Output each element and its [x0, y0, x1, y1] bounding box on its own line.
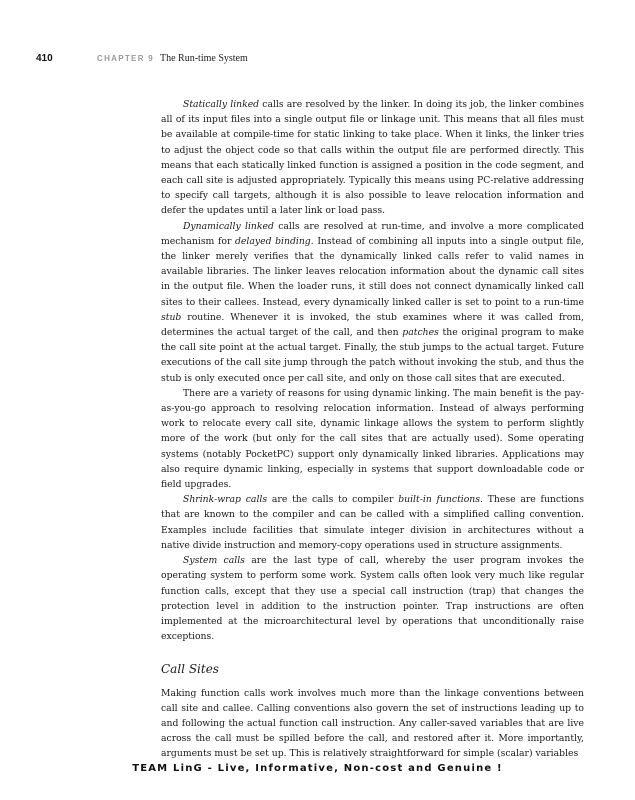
term-shrink-wrap-calls: Shrink-wrap calls — [183, 494, 268, 506]
paragraph-text: calls are resolved by the linker. In doing its job, the linker combines all of its input files into a single output file or linkage unit. This means that all files must be available at compile-time for static linking to take place. When it links, the linker tries to adjust the object code so that calls within the output file are performed directly. This means that each statically linked function is assigned a position in the code segment, and each call site is adjusted appropriately. Typically this means using PC-relative addressing to specify call targets, although it is also possible to leave relocation information and defer the updates until a later link or load pass. — [161, 99, 584, 217]
paragraph-text: Instead of combining all inputs into a single output file, the linker merely verifies that the dynamically linked calls refer to valid names in available libraries. The linker leaves relocation information about the dynamic call sites in the output file. When the loader runs, it still does not connect dynamically linked call sites to their callees. Instead, every dynamically linked caller is set to point to a run-time — [161, 235, 584, 308]
running-header — [36, 53, 596, 67]
paragraph-dynamic-linking — [161, 219, 584, 386]
section-heading: Call Sites — [161, 662, 219, 677]
paragraph-text: are the calls to compiler — [267, 494, 399, 506]
paragraph-system-calls — [161, 553, 584, 644]
paragraph-text: routine. Whenever it is invoked, the stub examines where it was called from, determines the actual target of the call, and then — [161, 311, 584, 339]
paragraph-shrink-wrap — [161, 492, 584, 553]
footer-watermark: TEAM LinG - Live, Informative, Non-cost and Genuine ! — [132, 763, 503, 774]
paragraph-static-linking — [161, 97, 584, 219]
term-stub: stub — [161, 311, 182, 323]
page-number: 410 — [36, 53, 53, 64]
term-built-in-functions: built-in functions. — [398, 494, 483, 506]
paragraph-dynamic-reasons: There are a variety of reasons for using dynamic linking. The main benefit is the pay-as-you-go approach to resolving relocation information. Instead of always performing work to relocate every call site, dynamic linkage allows the system to perform slightly more of the work (but only for the call sites that are actually used). Some operating systems (notably PocketPC) support only dynamically linked libraries. Applications may also require dynamic linking, especially in systems that support downloadable code or field upgrades. — [161, 387, 584, 491]
paragraph-text: the original program to make the call site point at the actual target. Finally, the stub jumps to the actual target. Future executions of the call site jump through the patch without invoking the stub, and thus the stub is only executed once per call site, and only on those call sites that are executed. — [161, 327, 584, 384]
term-statically-linked: Statically linked — [183, 99, 260, 110]
paragraph-text: calls are resolved at run-time, and involve a more complicated mechanism for — [161, 220, 584, 247]
term-dynamically-linked: Dynamically linked — [183, 220, 274, 232]
paragraph-text: These are functions that are known to the compiler and can be called with a simplified calling convention. Examples include facilities that simulate integer division in architectures without a native divide instruction and memory-copy operations used in structure assignments. — [161, 494, 584, 551]
paragraph-text: are the last type of call, whereby the user program invokes the operating system to perform some work. System calls often look very much like regular function calls, except that they use a special call instruction (trap) that changes the protection level in addition to the instruction pointer. Trap instructions are often implemented at the microarchitectural level by operations that unconditionally raise exceptions. — [161, 555, 585, 643]
body-text — [161, 97, 584, 762]
chapter-label: CHAPTER 9 — [97, 54, 155, 63]
term-patches: patches — [402, 327, 439, 339]
term-delayed-binding: delayed binding. — [235, 235, 314, 247]
term-system-calls: System calls — [183, 555, 245, 567]
chapter-title: The Run-time System — [160, 53, 248, 64]
paragraph-call-sites: Making function calls work involves much more than the linkage conventions between call site and callee. Calling conventions also govern the set of instructions leading up to and following the actual function call instruction. Any caller-saved variables that are live across the call must be spilled before the call, and restored after it. More importantly, arguments must be set up. This is relatively straightforward for simple (scalar) variables — [161, 687, 584, 760]
